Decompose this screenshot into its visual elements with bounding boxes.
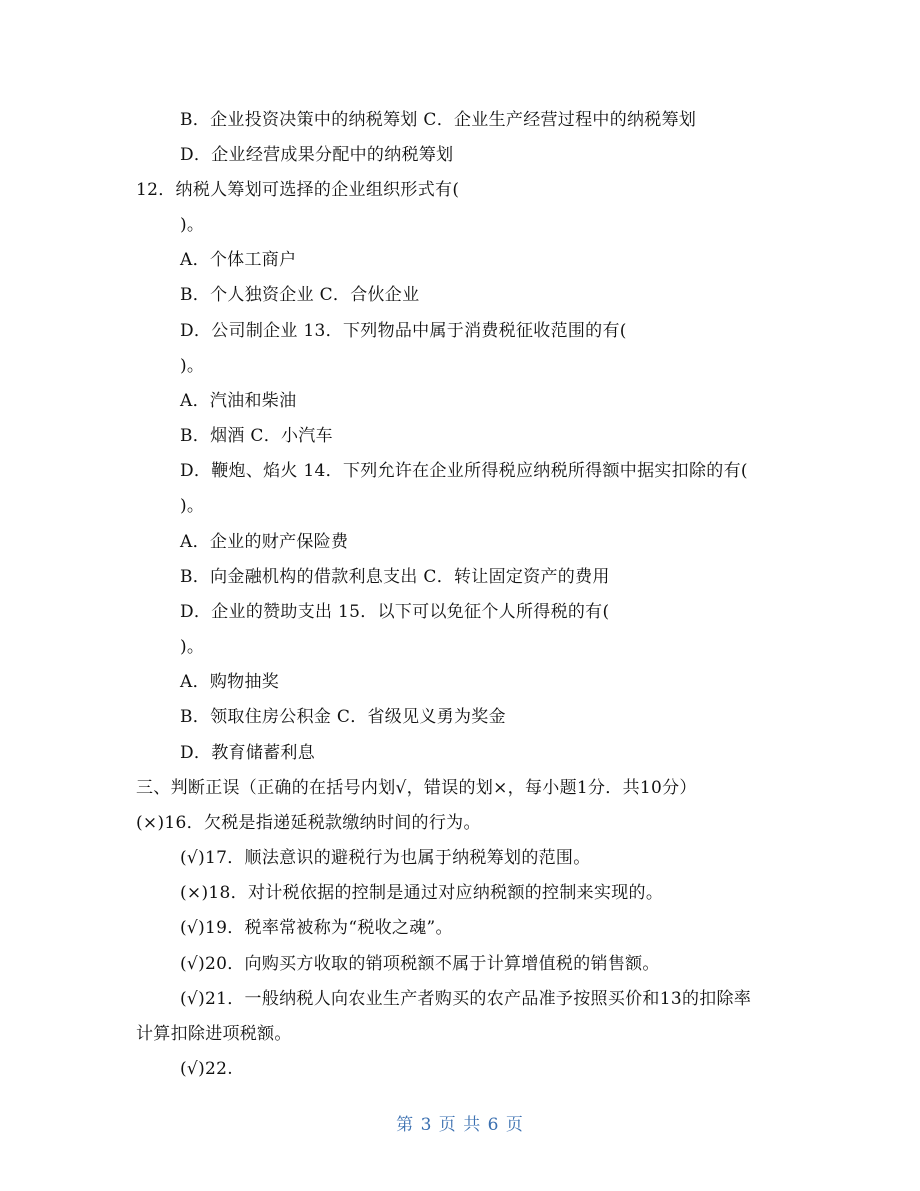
statement-19: (√)19．税率常被称为“税收之魂”。 [180,918,453,938]
option-line-11-d: D．企业经营成果分配中的纳税筹划 [180,145,454,165]
option-line-15-b-c: B．领取住房公积金 C．省级见义勇为奖金 [180,707,506,727]
option-line-15-a: A．购物抽奖 [180,672,280,692]
question-12-close: )。 [180,215,205,235]
option-line-13-b-c: B．烟酒 C．小汽车 [180,426,333,446]
option-line-15-d: D．教育储蓄利息 [180,743,316,763]
page-number-footer: 第 3 页 共 6 页 [396,1115,524,1135]
statement-22: (√)22. [180,1059,233,1079]
question-13-close: )。 [180,356,205,376]
section-heading-true-false: 三、判断正误（正确的在括号内划√，错误的划×，每小题1分．共10分） [136,778,697,798]
question-15-close: )。 [180,637,205,657]
option-line-14-b-c: B．向金融机构的借款利息支出 C．转让固定资产的费用 [180,567,610,587]
statement-21-continued: 计算扣除进项税额。 [136,1024,292,1044]
option-line-11-b-c: B．企业投资决策中的纳税筹划 C．企业生产经营过程中的纳税筹划 [180,110,697,130]
option-line-13-a: A．汽油和柴油 [180,391,297,411]
option-line-12-d-question-13: D．公司制企业 13．下列物品中属于消费税征收范围的有( [180,321,627,341]
option-line-13-d-question-14: D．鞭炮、焰火 14．下列允许在企业所得税应纳税所得额中据实扣除的有( [180,461,748,481]
statement-21: (√)21．一般纳税人向农业生产者购买的农产品准予按照买价和13的扣除率 [180,989,752,1009]
question-12: 12．纳税人筹划可选择的企业组织形式有( [136,180,460,200]
statement-16: (×)16．欠税是指递延税款缴纳时间的行为。 [136,813,481,833]
option-line-12-a: A．个体工商户 [180,250,297,270]
statement-20: (√)20．向购买方收取的销项税额不属于计算增值税的销售额。 [180,954,660,974]
option-line-14-a: A．企业的财产保险费 [180,532,349,552]
statement-17: (√)17．顺法意识的避税行为也属于纳税筹划的范围。 [180,848,591,868]
statement-18: (×)18．对计税依据的控制是通过对应纳税额的控制来实现的。 [180,883,664,903]
option-line-12-b-c: B．个人独资企业 C．合伙企业 [180,285,420,305]
question-14-close: )。 [180,496,205,516]
option-line-14-d-question-15: D．企业的赞助支出 15．以下可以免征个人所得税的有( [180,602,610,622]
